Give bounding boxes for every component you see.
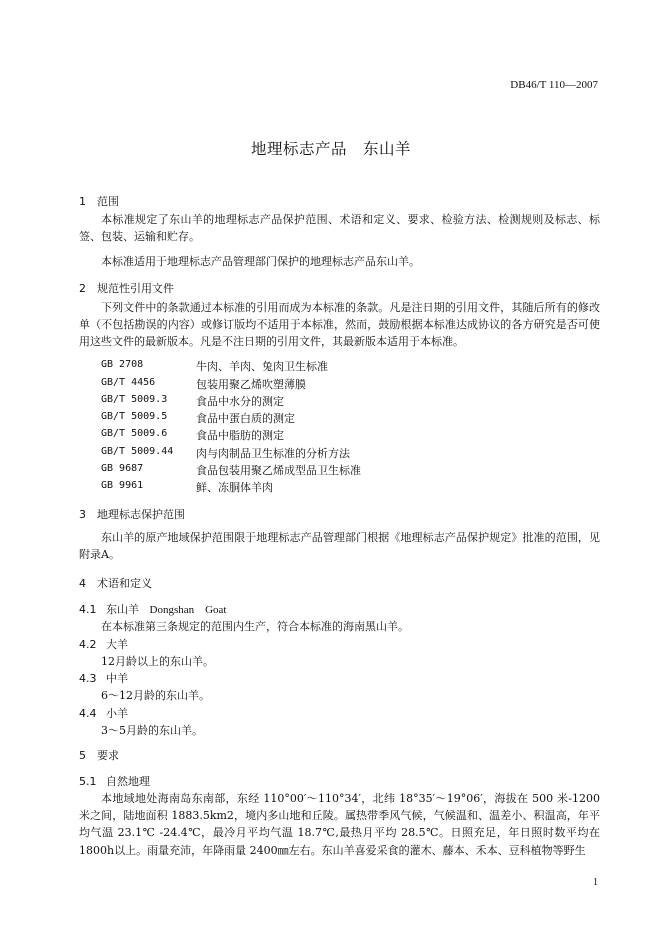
section-title: 地理标志保护范围 xyxy=(97,508,185,521)
section-3-heading xyxy=(79,506,185,522)
document-code: DB46/T 110—2007 xyxy=(510,79,598,91)
term-name: 东山羊 xyxy=(106,603,139,616)
reference-title: 食品包装用聚乙烯成型品卫生标准 xyxy=(196,464,361,477)
reference-code: GB/T 5009.6 xyxy=(101,428,168,439)
term-4-3-definition: 6～12月龄的东山羊。 xyxy=(101,689,210,702)
term-number: 4.1 xyxy=(79,603,97,616)
reference-title: 食品中蛋白质的测定 xyxy=(196,412,295,425)
term-number: 4.2 xyxy=(79,638,97,651)
reference-code: GB/T 5009.5 xyxy=(101,411,168,422)
section-number: 1 xyxy=(79,195,86,208)
term-name: 大羊 xyxy=(106,638,128,651)
section-number: 3 xyxy=(79,508,86,521)
reference-title: 牛肉、羊肉、兔肉卫生标准 xyxy=(196,360,328,373)
reference-title: 鲜、冻胴体羊肉 xyxy=(196,481,273,494)
section-number: 5 xyxy=(79,749,86,762)
term-name: 小羊 xyxy=(106,707,128,720)
section-1-paragraph-2: 本标准适用于地理标志产品管理部门保护的地理标志产品东山羊。 xyxy=(101,255,420,268)
section-4-heading xyxy=(79,575,152,591)
term-name: 中羊 xyxy=(106,672,128,685)
section-number: 2 xyxy=(79,282,86,295)
term-number: 4.4 xyxy=(79,707,97,720)
section-title: 范围 xyxy=(97,195,119,208)
reference-code: GB/T 5009.3 xyxy=(101,394,168,405)
section-5-heading xyxy=(79,747,119,763)
reference-code: GB 9687 xyxy=(101,463,144,474)
section-1-paragraph-1: 本标准规定了东山羊的地理标志产品保护范围、术语和定义、要求、检验方法、检测规则及标志、标签、包装、运输和贮存。 xyxy=(79,213,600,244)
section-2-heading xyxy=(79,280,174,296)
page-title: 地理标志产品 东山羊 xyxy=(250,140,411,158)
term-4-1-definition: 在本标准第三条规定的范围内生产，符合本标准的海南黑山羊。 xyxy=(101,620,409,633)
subsection-5-1-paragraph: 本地域地处海南岛东南部，东经 110°00′～110°34′，北纬 18°35′～19°06′，海拔在 500 米-1200 米之间，陆地面积 1883.5km2，境内多山地和丘陵。属热带季风气候，气候温和、温差小、积温高，年平均气温 23.1℃ -24.4℃，最冷月平均气温 18.7℃,最热月平均 28.5℃。日照充足，年日照时数平均在1800h以上。雨量充沛，年降雨量 2400㎜左右。东山羊喜爱采食的灌木、藤本、禾本、豆科植物等野生 xyxy=(79,792,600,857)
section-title: 规范性引用文件 xyxy=(97,282,174,295)
reference-title: 食品中水分的测定 xyxy=(196,395,284,408)
section-number: 4 xyxy=(79,577,86,590)
section-2-intro: 下列文件中的条款通过本标准的引用而成为本标准的条款。凡是注日期的引用文件，其随后所有的修改单（不包括勘误的内容）或修订版均不适用于本标准，然而，鼓励根据本标准达成协议的各方研究是否可使用这些文件的最新版本。凡是不注日期的引用文件，其最新版本适用于本标准。 xyxy=(79,301,600,349)
term-english: Dongshan Goat xyxy=(149,604,227,616)
reference-title: 包装用聚乙烯吹塑薄膜 xyxy=(196,378,306,391)
section-title: 术语和定义 xyxy=(97,577,152,590)
term-number: 4.3 xyxy=(79,672,97,685)
reference-code: GB/T 4456 xyxy=(101,377,156,388)
term-4-2-definition: 12月龄以上的东山羊。 xyxy=(101,655,214,668)
subsection-title: 自然地理 xyxy=(106,775,150,788)
subsection-5-1-heading xyxy=(79,773,150,789)
section-1-heading xyxy=(79,193,119,209)
reference-title: 肉与肉制品卫生标准的分析方法 xyxy=(196,447,350,460)
subsection-number: 5.1 xyxy=(79,775,97,788)
term-4-1-heading xyxy=(79,601,227,617)
reference-code: GB 9961 xyxy=(101,480,144,491)
page-number: 1 xyxy=(593,877,598,888)
reference-title: 食品中脂肪的测定 xyxy=(196,429,284,442)
reference-code: GB/T 5009.44 xyxy=(101,446,174,457)
term-4-3-heading xyxy=(79,670,128,686)
term-4-4-definition: 3～5月龄的东山羊。 xyxy=(101,724,203,737)
section-3-paragraph: 东山羊的原产地域保护范围限于地理标志产品管理部门根据《地理标志产品保护规定》批准的范围，见附录A。 xyxy=(79,531,600,562)
reference-code: GB 2708 xyxy=(101,359,144,370)
section-title: 要求 xyxy=(97,749,119,762)
term-4-4-heading xyxy=(79,705,128,721)
term-4-2-heading xyxy=(79,636,128,652)
